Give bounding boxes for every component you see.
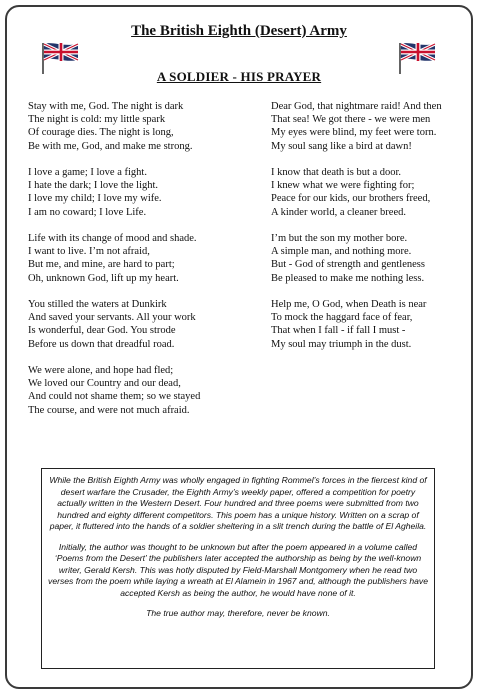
poem-line: We were alone, and hope had fled; [28,365,174,376]
poem-stanza [28,232,253,285]
poem-left-column [28,100,253,430]
poem-line: Peace for our kids, our brothers freed, [271,193,431,205]
poem-line: Before us down that dreadful road. [28,338,175,350]
poem-line: I love my child; I love my wife. [28,193,162,205]
note-paragraph: While the British Eighth Army was wholly engaged in fighting Rommel’s forces in the fiercest kind of desert warfare the Crusader, the Eighth Army’s weekly paper, offered a competition for poetry actually written in the Western Desert. Four hundred and three poems were submitted from two hundred and eighty different competitors. This poem has a unique history. Written on a scrap of paper, it fluttered into the hands of a soldier sheltering in a slit trench during the battle of El Agheila. [49,475,427,531]
poem-line: Is wonderful, dear God. You strode [28,325,176,337]
poem-line: A simple man, and nothing more. [271,246,412,258]
poem-line: The course, and were not much afraid. [28,404,190,416]
poem-line: The night is cold: my little spark [28,114,166,126]
poem-line: We loved our Country and our dead, [28,378,181,390]
poem-line: And could not shame them; so we stayed [28,391,201,403]
poem-line: I am no coward; I love Life. [28,206,147,218]
poem-title: A SOLDIER - HIS PRAYER [156,69,322,84]
history-note-box [41,468,435,669]
poem-stanza [271,100,471,153]
poem-stanza [271,166,471,219]
poem-stanza [28,364,253,417]
poem-line: I’m but the son my mother bore. [271,233,408,244]
note-paragraph: Initially, the author was thought to be unknown but after the poem appeared in a volume called ‘Poems from the Desert’ the publishers later accepted the authorship as being by the well-known writer, Gerald Kersh. This was hotly disputed by Field-Marshall Montgomery when he read two verses from the poem while laying a wreath at El Alamein in 1967 and, although the publishers have accepted Kersh as being the author, he would have none of it. [48,541,428,598]
poem-line: I want to live. I’m not afraid, [28,246,150,258]
poem-line: Be with me, God, and make me strong. [28,140,193,152]
poem-line: I know that death is but a door. [271,167,402,178]
poem-line: My soul sang like a bird at dawn! [271,140,412,152]
poem-line: I love a game; I love a fight. [28,167,147,178]
poem-line: My eyes were blind, my feet were torn. [271,127,437,139]
poem-line: Stay with me, God. The night is dark [28,101,184,112]
poem-line: You stilled the waters at Dunkirk [28,299,167,310]
poem-line: To mock the haggard face of fear, [271,312,413,324]
poem-line: Help me, O God, when Death is near [271,299,427,310]
poem-stanza [28,100,253,153]
poem-right-column [271,100,471,364]
poem-stanza [28,298,253,351]
note-paragraph: The true author may, therefore, never be known. [146,608,330,618]
poem-stanza [271,298,471,351]
poem-line: But me, and mine, are hard to part; [28,259,175,271]
poem-line: That when I fall - if fall I must - [271,325,406,337]
page-frame [5,5,473,689]
poem-line: But - God of strength and gentleness [271,259,425,271]
poem-line: Life with its change of mood and shade. [28,233,197,244]
poem-line: Of courage dies. The night is long, [28,127,174,139]
poem-stanza [271,232,471,285]
poem-line: Oh, unknown God, lift up my heart. [28,272,179,284]
poem-line: I knew what we were fighting for; [271,180,415,192]
poem-line: Be pleased to make me nothing less. [271,272,425,284]
poem-stanza [28,166,253,219]
poem-line: That sea! We got there - we were men [271,114,431,126]
poem-line: And saved your servants. All your work [28,312,196,324]
poem-line: A kinder world, a cleaner breed. [271,206,406,218]
page-title: The British Eighth (Desert) Army [131,23,347,39]
poem-line: My soul may triumph in the dust. [271,338,412,350]
poem-line: I hate the dark; I love the light. [28,180,159,192]
poem-line: Dear God, that nightmare raid! And then [271,101,442,112]
